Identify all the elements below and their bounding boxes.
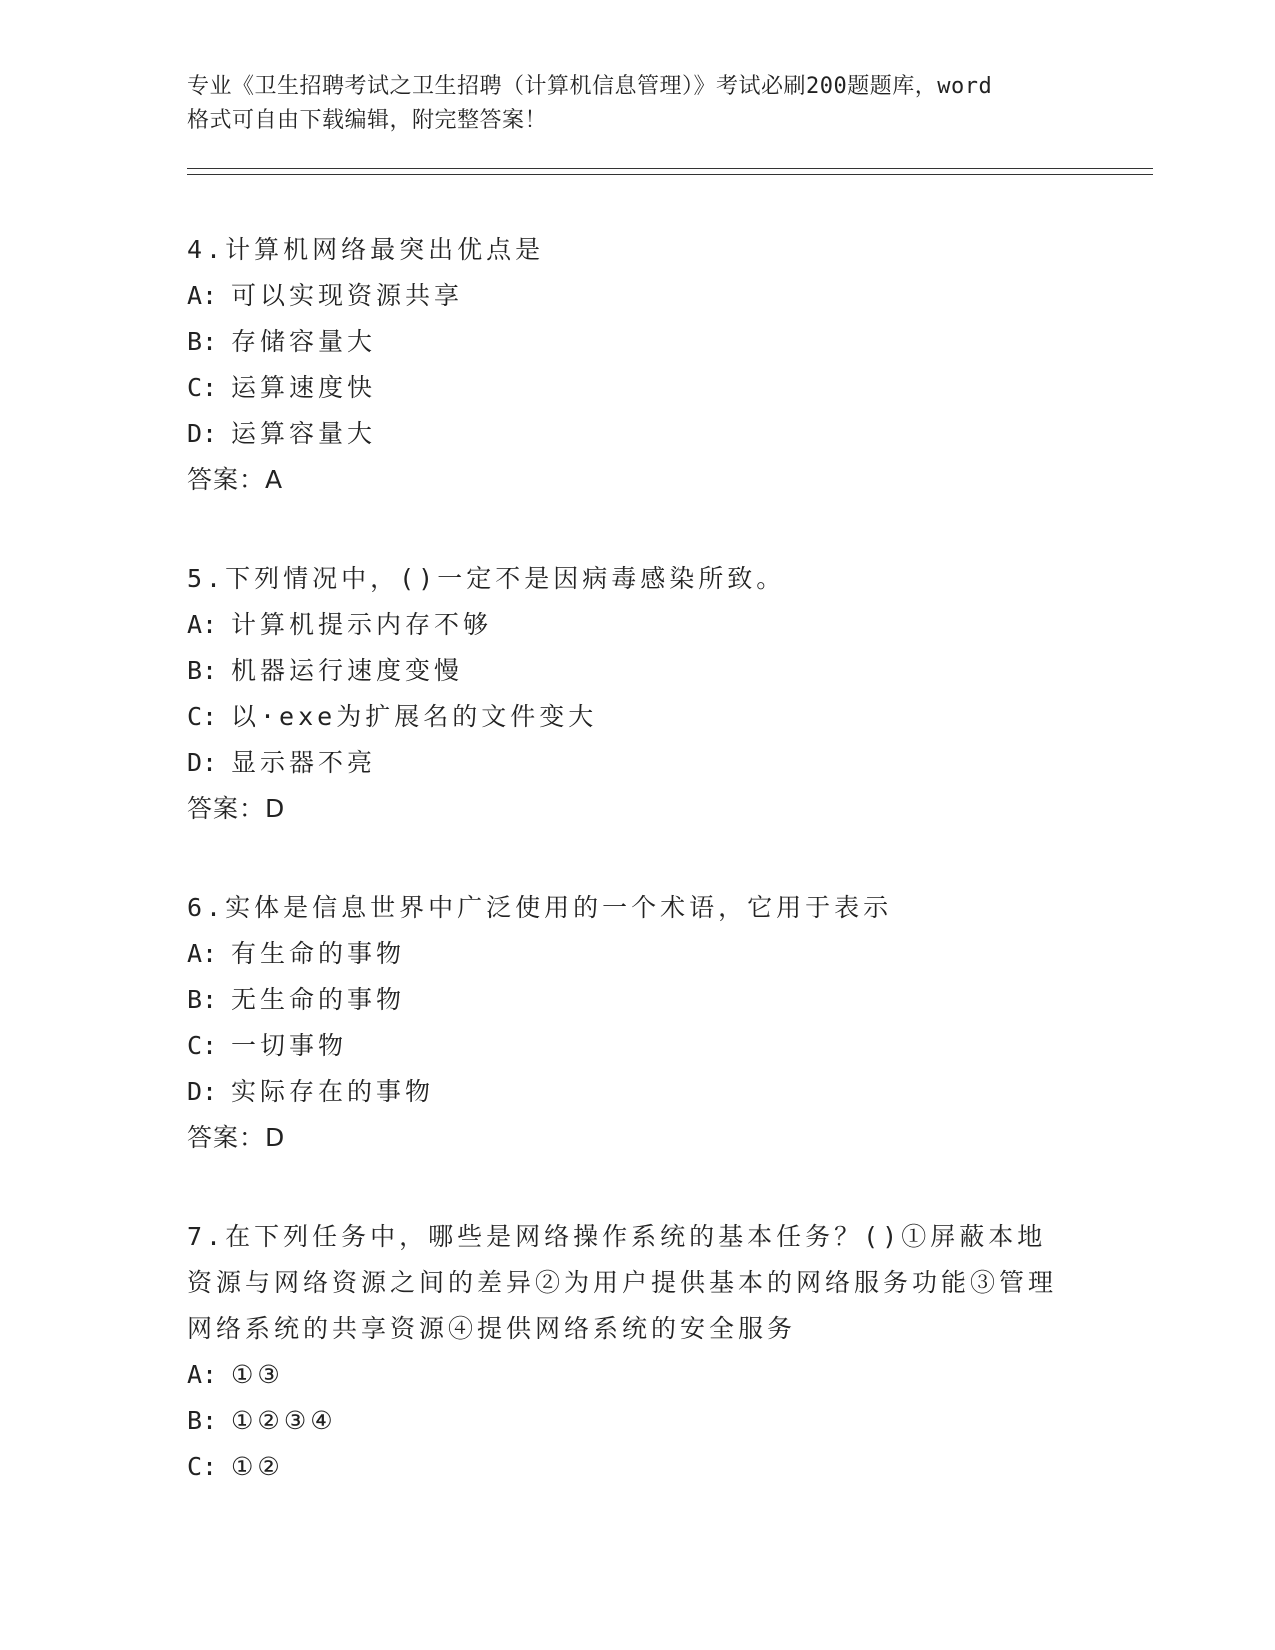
option-letter: B:: [187, 1406, 218, 1435]
option-text: 显示器不亮: [231, 748, 377, 777]
option-letter: A:: [187, 610, 218, 639]
option-text: ①②: [231, 1452, 284, 1481]
option-letter: D:: [187, 1077, 218, 1106]
option-text: 可以实现资源共享: [231, 281, 464, 310]
question-7: [187, 1214, 1147, 1490]
option-text: ①②③④: [231, 1406, 337, 1435]
option-d: [187, 411, 1147, 457]
answer-text: 答案：D: [187, 794, 286, 823]
question-text: 5.下列情况中，()一定不是因病毒感染所致。: [187, 564, 786, 593]
option-a: [187, 931, 1147, 977]
question-list: [187, 227, 1147, 1490]
option-letter: B:: [187, 656, 218, 685]
answer-text: 答案：A: [187, 465, 284, 494]
option-d: [187, 1069, 1147, 1115]
option-text: 存储容量大: [231, 327, 377, 356]
question-text: 7.在下列任务中，哪些是网络操作系统的基本任务？()①屏蔽本地资源与网络资源之间的差异②为用户提供基本的网络服务功能③管理网络系统的共享资源④提供网络系统的安全服务: [187, 1222, 1058, 1343]
option-text: 机器运行速度变慢: [231, 656, 464, 685]
option-text: 有生命的事物: [231, 939, 406, 968]
document-page: [187, 70, 1147, 1543]
option-text: 以·exe为扩展名的文件变大: [231, 702, 598, 731]
question-6: [187, 885, 1147, 1161]
option-d: [187, 740, 1147, 786]
header-divider: [187, 168, 1153, 175]
option-a: [187, 273, 1147, 319]
option-letter: A:: [187, 281, 218, 310]
option-text: 计算机提示内存不够: [231, 610, 493, 639]
option-text: 一切事物: [231, 1031, 348, 1060]
option-a: [187, 602, 1147, 648]
question-text: 6.实体是信息世界中广泛使用的一个术语，它用于表示: [187, 893, 893, 922]
option-c: [187, 694, 1147, 740]
option-letter: B:: [187, 327, 218, 356]
option-letter: B:: [187, 985, 218, 1014]
header-line-2: 格式可自由下载编辑，附完整答案！: [187, 108, 548, 133]
option-text: 运算速度快: [231, 373, 377, 402]
option-letter: D:: [187, 419, 218, 448]
option-c: [187, 1444, 1147, 1490]
document-header: [187, 70, 1087, 138]
option-c: [187, 1023, 1147, 1069]
answer-text: 答案：D: [187, 1123, 286, 1152]
option-b: [187, 648, 1147, 694]
option-text: 无生命的事物: [231, 985, 406, 1014]
option-letter: D:: [187, 748, 218, 777]
option-c: [187, 365, 1147, 411]
option-letter: C:: [187, 702, 218, 731]
option-b: [187, 1398, 1147, 1444]
header-line-1: 专业《卫生招聘考试之卫生招聘（计算机信息管理）》考试必刷200题题库，word: [187, 74, 993, 99]
option-b: [187, 319, 1147, 365]
option-letter: C:: [187, 1031, 218, 1060]
question-5: [187, 556, 1147, 832]
option-letter: A:: [187, 939, 218, 968]
option-a: [187, 1352, 1147, 1398]
option-b: [187, 977, 1147, 1023]
option-letter: A:: [187, 1360, 218, 1389]
option-letter: C:: [187, 373, 218, 402]
option-text: ①③: [231, 1360, 284, 1389]
option-text: 实际存在的事物: [231, 1077, 435, 1106]
question-4: [187, 227, 1147, 503]
option-text: 运算容量大: [231, 419, 377, 448]
option-letter: C:: [187, 1452, 218, 1481]
question-text: 4.计算机网络最突出优点是: [187, 235, 545, 264]
